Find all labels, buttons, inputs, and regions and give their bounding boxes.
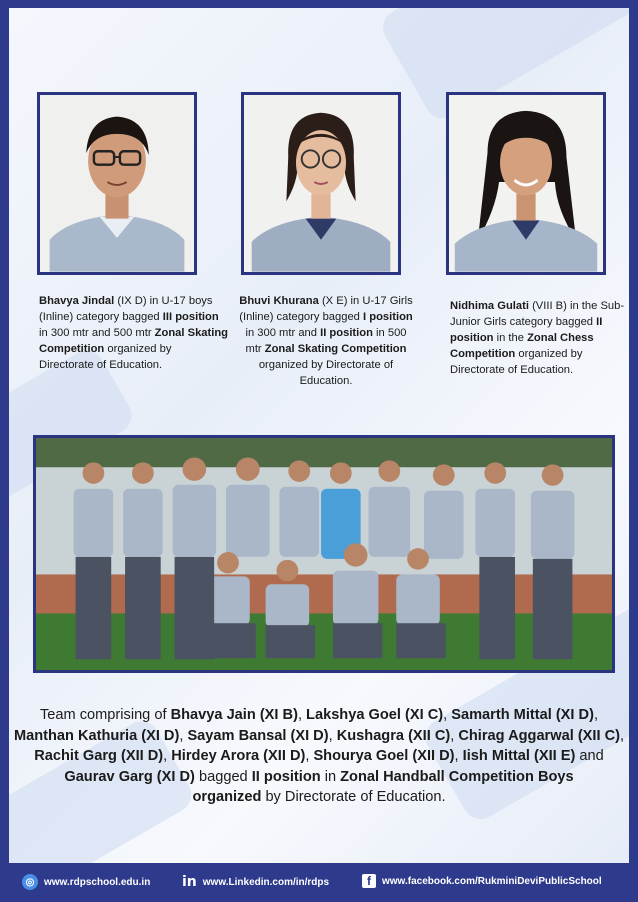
team-member: Samarth Mittal (XI D) — [451, 707, 594, 723]
student-class: (IX D) — [117, 295, 147, 307]
student-name: Bhuvi Khurana — [239, 295, 319, 307]
caption-text: in U-17 Girls (Inline) category bagged — [239, 295, 413, 323]
team-member: Manthan Kathuria (XI D) — [13, 727, 180, 744]
team-member: Shourya Goel (XII D) — [313, 748, 455, 764]
team-member: Chirag Aggarwal (XII C) — [458, 727, 620, 744]
team-member: Hirdey Arora (XII D) — [171, 748, 306, 764]
team-member: Bhavya Jain (XI B) — [170, 707, 298, 723]
caption-text: in 500 mtr — [245, 327, 407, 355]
caption-bhuvi-khurana — [237, 293, 415, 389]
student-name: Nidhima Gulati — [450, 300, 529, 312]
caption-text: in U-17 boys (Inline) category bagged — [39, 295, 213, 323]
caption-text: organized by Directorate of Education. — [258, 359, 394, 387]
portrait-image — [40, 95, 194, 272]
globe-icon: ◎ — [22, 874, 38, 890]
team-organized: organized — [192, 789, 262, 805]
team-position: II position — [251, 768, 321, 785]
team-bagged: bagged — [194, 768, 252, 785]
linkedin-link[interactable] — [182, 874, 329, 890]
caption-nidhima-gulati — [450, 298, 628, 378]
team-member: Lakshya Goel (XI C) — [306, 707, 444, 723]
team-member: Iish Mittal (XII E) — [462, 748, 576, 764]
linkedin-text: www.Linkedin.com/in/rdps — [202, 876, 330, 888]
event-name: Zonal Skating Competition — [264, 343, 407, 355]
award-position: II position — [450, 316, 603, 344]
team-in: in — [320, 768, 341, 785]
team-event: Zonal Handball Competition Boys — [340, 768, 574, 785]
student-class: (VIII B) — [532, 300, 567, 312]
caption-text: in 300 mtr and 500 mtr — [39, 327, 155, 339]
student-class: (X E) — [321, 295, 348, 307]
caption-text: in the Sub-Junior Girls category bagged — [450, 300, 625, 328]
event-name: Zonal Chess Competition — [450, 332, 594, 360]
team-caption: Team comprising of Bhavya Jain (XI B), Lakshya Goel (XI C), Samarth Mittal (XI D), Manthan Kathuria (XI D), Sayam Bansal (XI D), Kushagra (XII C), Chirag Aggarwal (XII C), Rachit Garg (XII D), Hirdey Arora (XII D), Shourya Goel (XII D), Iish Mittal (XII E) and Gaurav Garg (XI D) bagged II position in Zonal Handball Competition Boys organized by Directorate of Education. — [13, 707, 625, 805]
student-photo-nidhima-gulati — [446, 92, 606, 275]
team-member: Gaurav Garg (XI D) — [64, 768, 195, 785]
portrait-image — [449, 95, 603, 272]
portrait-image — [244, 95, 398, 272]
linkedin-icon: in — [182, 874, 197, 890]
caption-text: in the — [493, 332, 528, 344]
student-photo-bhavya-jindal — [37, 92, 197, 275]
team-member: Sayam Bansal (XI D) — [187, 727, 329, 744]
team-member: Kushagra (XII C) — [336, 727, 451, 744]
website-text: www.rdpschool.edu.in — [44, 876, 151, 888]
footer — [0, 866, 638, 902]
website-link[interactable] — [22, 874, 150, 890]
event-name: Zonal Skating Competition — [39, 327, 229, 355]
caption-text: in 300 mtr and — [245, 327, 321, 339]
team-intro: Team comprising of — [40, 707, 171, 723]
award-position-2: II position — [320, 327, 373, 339]
award-position: I position — [363, 311, 413, 323]
caption-bhavya-jindal — [39, 293, 229, 373]
caption-text: organized by Directorate of Education. — [450, 348, 583, 376]
student-photo-bhuvi-khurana — [241, 92, 401, 275]
team-photo — [33, 435, 615, 673]
team-member: Rachit Garg (XII D) — [34, 748, 164, 764]
facebook-text: www.facebook.com/RukminiDeviPublicSchool — [382, 875, 602, 887]
team-tail: by Directorate of Education. — [261, 789, 446, 805]
team-group-image — [36, 438, 612, 670]
facebook-link[interactable] — [362, 874, 602, 888]
student-name: Bhavya Jindal — [39, 295, 115, 307]
content-panel — [9, 8, 629, 863]
caption-text: organized by Directorate of Education. — [39, 343, 172, 371]
team-and: and — [575, 748, 604, 764]
facebook-icon: f — [362, 874, 376, 888]
award-position: III position — [162, 311, 219, 323]
